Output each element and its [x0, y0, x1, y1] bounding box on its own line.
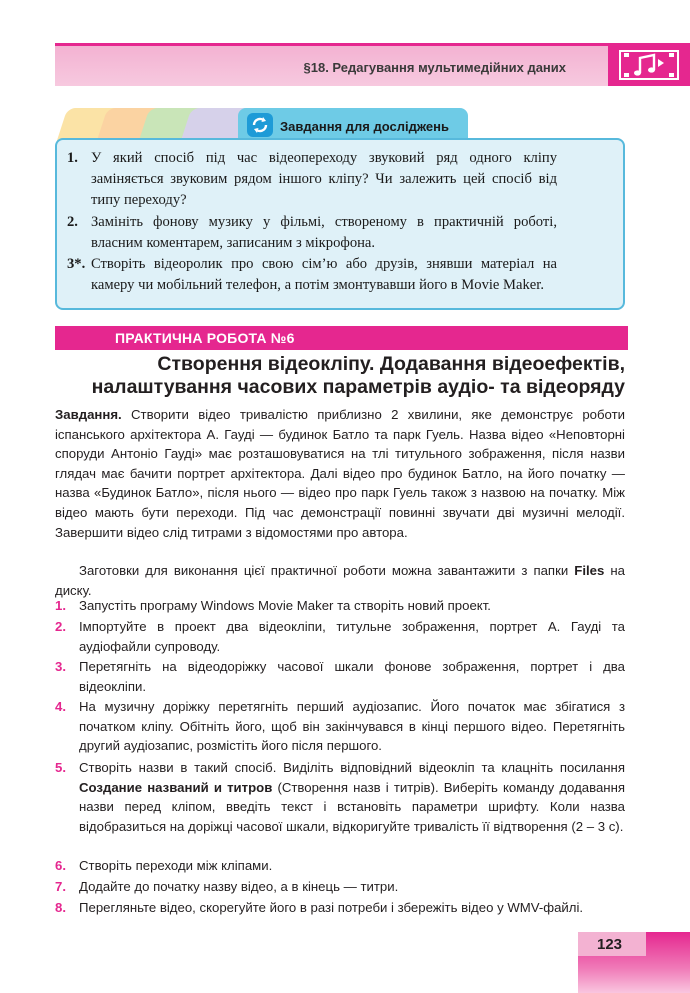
- list-item-number: 5.: [55, 760, 66, 775]
- research-label-text: Завдання для досліджень: [280, 119, 449, 134]
- list-item-number: 3.: [55, 659, 66, 674]
- chapter-header: [55, 43, 690, 86]
- files-text-post: на диску.: [55, 563, 625, 598]
- refresh-icon: [246, 112, 274, 138]
- research-item: [67, 254, 557, 296]
- list-item-text: Додайте до початку назву відео, а в кінець — титри.: [79, 879, 399, 894]
- list-item-text: Перетягніть на відеодоріжку часової шкали фонове зображення, портрет і два відеокліпи.: [79, 659, 625, 694]
- list-item-number: 1.: [55, 598, 66, 613]
- page-number-box: [578, 932, 646, 956]
- task-text: Створити відео тривалістю приблизно 2 хвилини, яке демонструє роботи іспанського архітектора А. Гауді — будинок Батло та парк Гуель. Назва відео «Неповторні споруди Антоніо Гауді» має розташовуватися на тлі титульного зображення, після назви глядач має бачити портрет архітектора. Далі відео про будинок Батло, на його початку — назва «Будинок Батло», після нього — відео про парк Гуель також з назвою на початку. Між відео мають бути переходи. Під час демонстрації повинні звучати дві музичні мелодії. Завершити відео слід титрами з відомостями про автора.: [55, 407, 625, 540]
- files-folder-name: Files: [574, 563, 605, 578]
- research-item-text: Створіть відеоролик про свою сім’ю або друзів, знявши матеріал на камеру чи мобільний телефон, а потім змонтувавши його в Movie Maker.: [91, 256, 557, 293]
- research-item: [67, 212, 557, 254]
- list-item: [55, 697, 625, 756]
- research-label: [238, 108, 468, 142]
- list-item-text-pre: Створіть назви в такий спосіб. Виділіть відповідний відеокліп та клацніть посилання: [79, 760, 625, 775]
- page-number: 123: [597, 936, 623, 953]
- list-item: [55, 898, 625, 918]
- practical-title-line: Створення відеокліпу. Додавання відеоефектів,: [157, 353, 625, 375]
- research-item-number: 2.: [67, 214, 78, 230]
- research-item-text: Замініть фонову музику у фільмі, створеному в практичній роботі, власним коментарем, записаним з мікрофона.: [91, 214, 557, 251]
- list-item-text-post: (Створення назв і титрів). Виберіть команду додавання назви перед кліпом, введіть текст і встановіть параметри шрифту. Коли назва відобразиться на доріжці часової шкали, відкоригуйте тривалість її відтворення (2 – 3 с).: [79, 779, 626, 834]
- research-item-text: У який спосіб під час відеопереходу звуковий ряд одного кліпу заміняється звуковим рядом іншого кліпу? Чи залежить цей спосіб від типу переходу?: [91, 150, 557, 208]
- files-text-pre: Заготовки для виконання цієї практичної роботи можна завантажити з папки: [79, 563, 575, 578]
- list-item: [55, 877, 625, 897]
- list-item-text: Запустіть програму Windows Movie Maker та створіть новий проект.: [79, 598, 491, 613]
- list-item-text: [79, 758, 625, 836]
- list-item: [55, 856, 625, 876]
- practical-title-line: налаштування часових параметрів аудіо- та відеоряду: [91, 376, 625, 398]
- list-item-text: На музичну доріжку перетягніть перший аудіозапис. Його початок має збігатися з початком кліпу. Обітніть його, щоб він закінчувався в кінці першого відео. Перетягніть другий аудіозапис, розмістіть його після першого.: [79, 699, 625, 754]
- header-icon-box: [608, 43, 690, 86]
- research-item: [67, 148, 557, 211]
- files-paragraph: [55, 561, 625, 600]
- research-item-number: 1.: [67, 150, 78, 166]
- film-music-icon: [616, 47, 682, 83]
- list-item-text: Перегляньте відео, скорегуйте його в разі потреби і збережіть відео у WMV-файлі.: [79, 900, 584, 915]
- list-item: [55, 657, 625, 696]
- list-item-text: Імпортуйте в проект два відеокліпи, титульне зображення, портрет А. Гауді та аудіофайли супроводу.: [79, 619, 625, 654]
- list-item-text: Створіть переходи між кліпами.: [79, 858, 273, 873]
- research-item-number: 3*.: [67, 256, 86, 272]
- list-item-number: 6.: [55, 858, 66, 873]
- list-item-number: 7.: [55, 879, 66, 894]
- list-item: [55, 758, 625, 836]
- practical-banner: [55, 326, 628, 350]
- list-item: [55, 596, 625, 616]
- page-number-tab: [578, 932, 690, 993]
- list-item-number: 2.: [55, 619, 66, 634]
- practical-title: [55, 353, 625, 399]
- menu-link-name: Создание названий и титров: [79, 779, 273, 795]
- task-paragraph: [55, 405, 625, 542]
- task-label: Завдання.: [55, 407, 122, 422]
- research-box: [55, 138, 625, 310]
- practical-banner-text: ПРАКТИЧНА РОБОТА №6: [115, 330, 295, 346]
- list-item-number: 4.: [55, 699, 66, 714]
- list-item: [55, 617, 625, 656]
- list-item-number: 8.: [55, 900, 66, 915]
- chapter-title: §18. Редагування мультимедійних даних: [303, 60, 566, 75]
